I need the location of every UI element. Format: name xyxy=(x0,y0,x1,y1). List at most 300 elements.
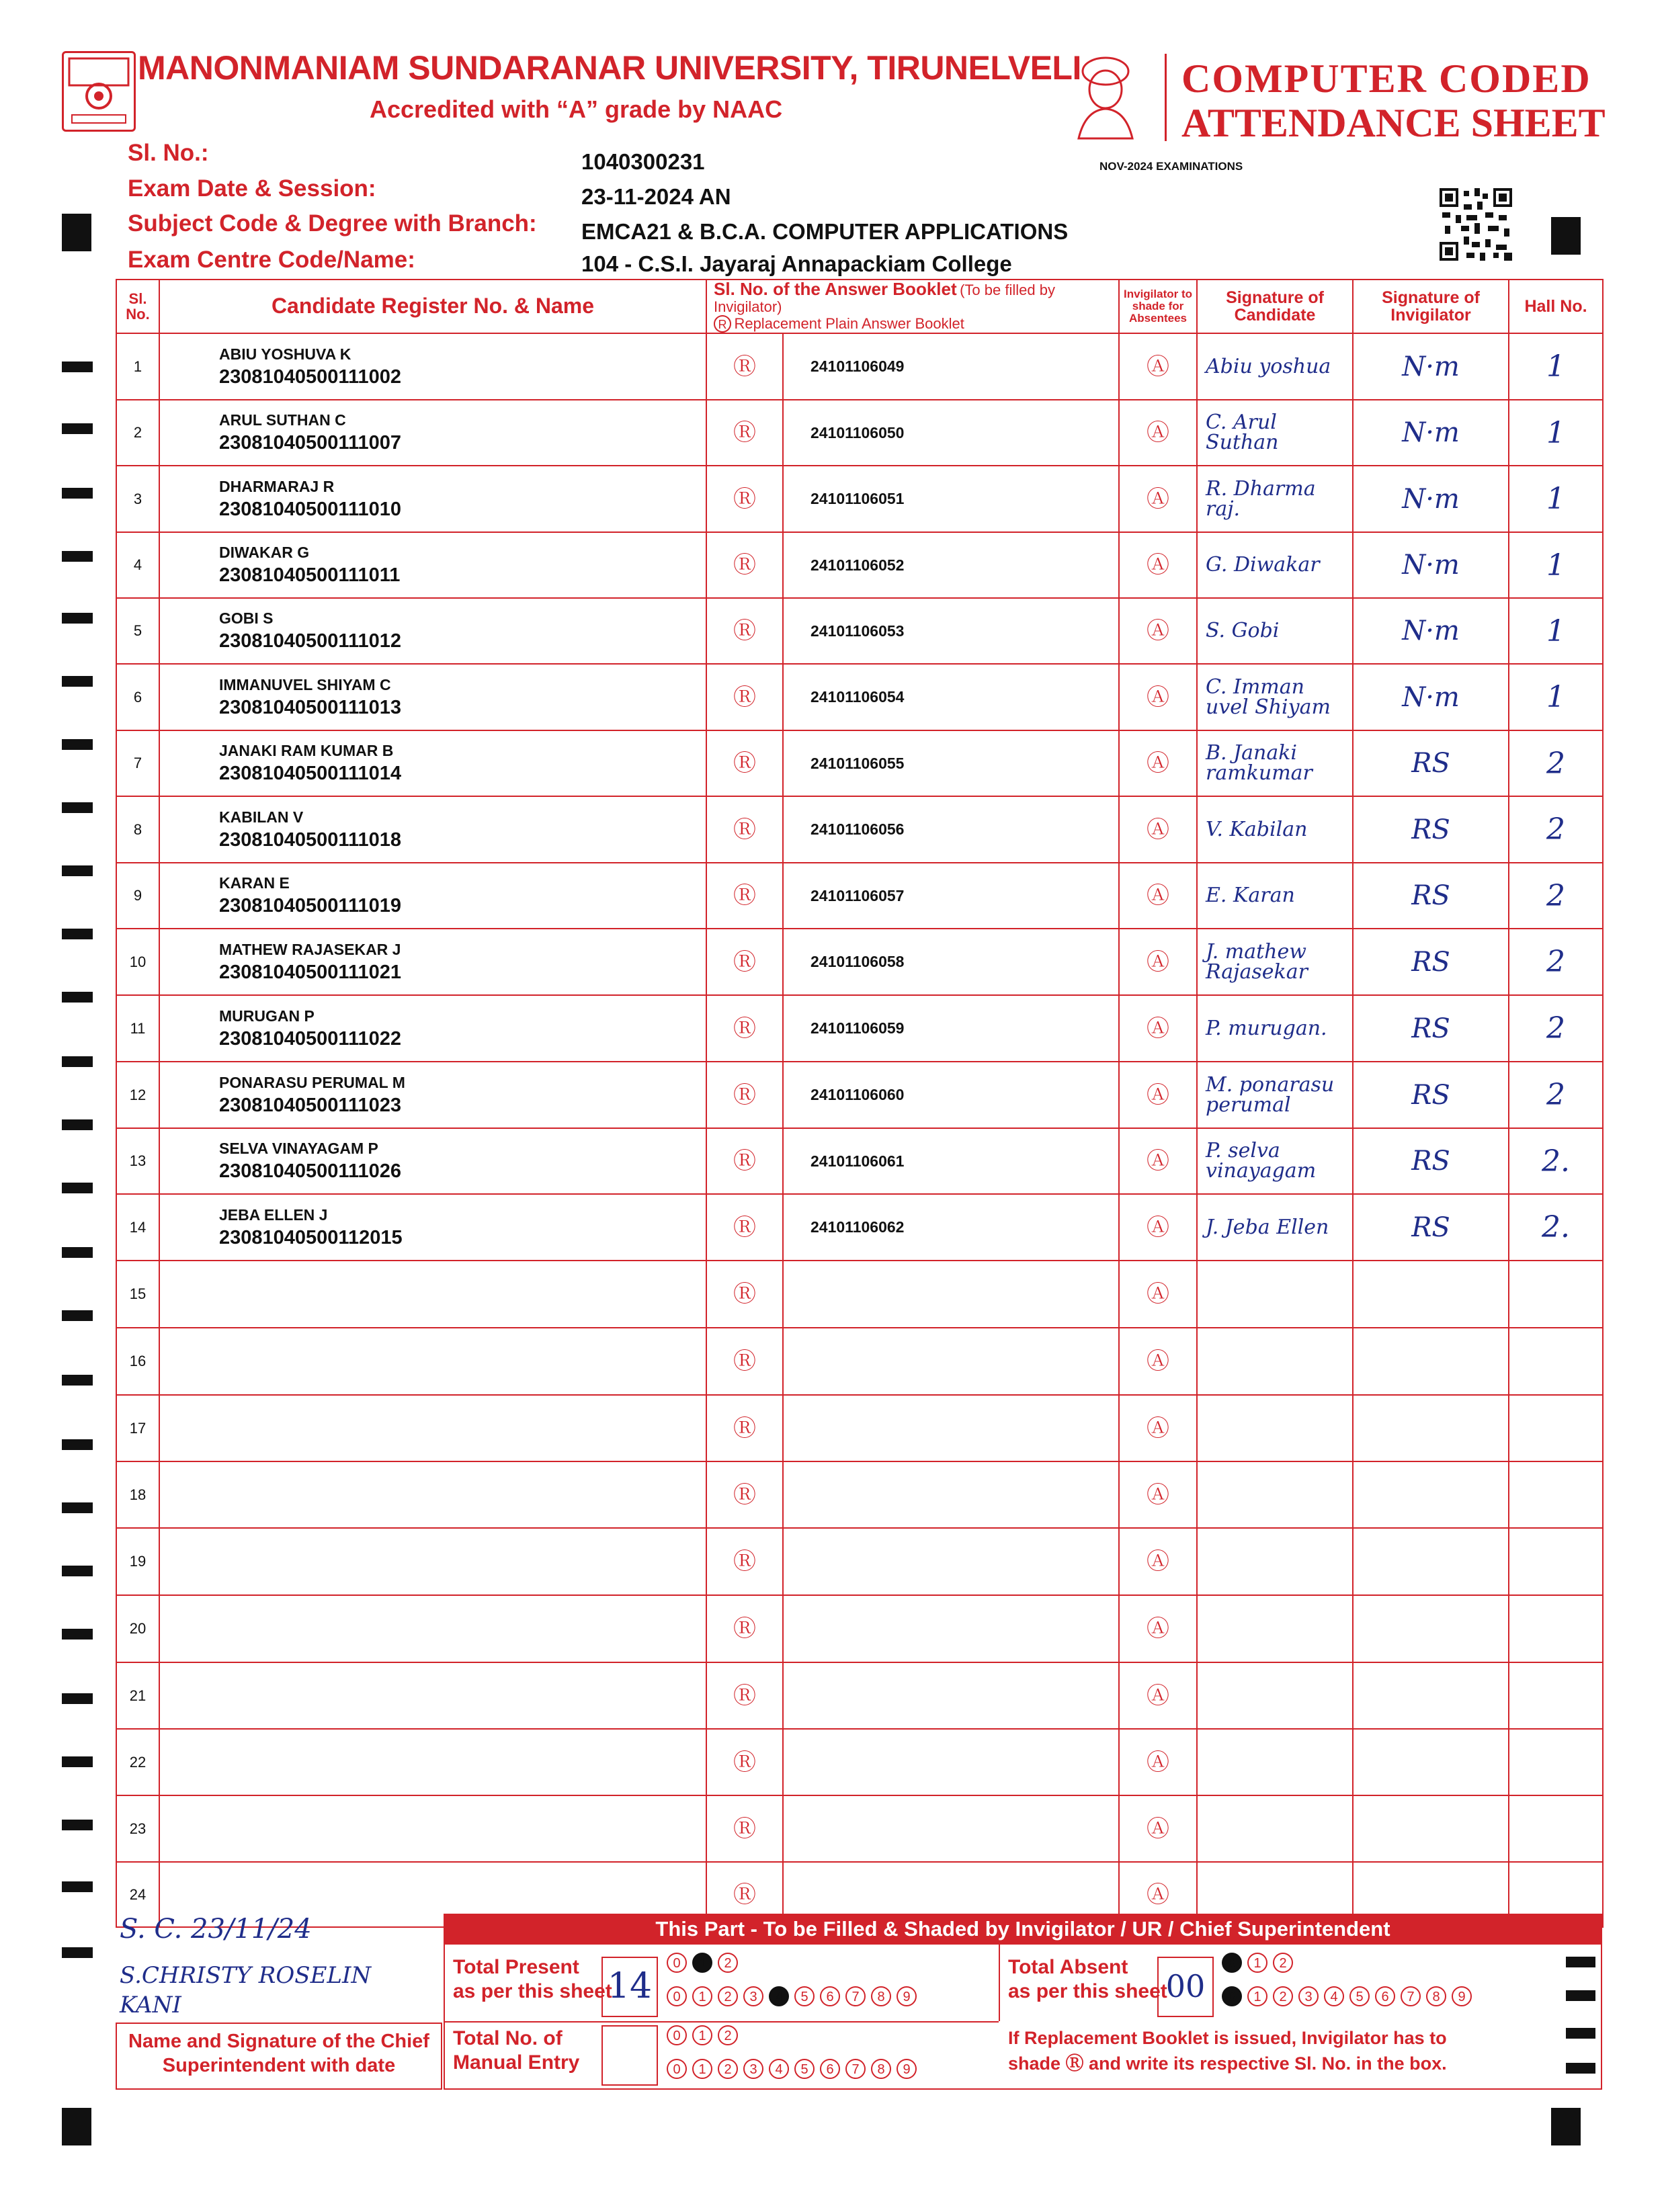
candidate-cell xyxy=(159,1729,706,1795)
table-row xyxy=(116,730,1603,796)
timing-mark xyxy=(62,1183,93,1193)
hall-no xyxy=(1509,1261,1603,1328)
absentee-bubble[interactable] xyxy=(1119,1461,1197,1528)
digit-bubble[interactable]: 8 xyxy=(871,2059,891,2079)
digit-bubble[interactable]: 1 xyxy=(692,1953,712,1973)
digit-bubble[interactable]: 1 xyxy=(692,1986,712,2006)
table-row xyxy=(116,1328,1603,1395)
replacement-bubble[interactable] xyxy=(706,1528,783,1595)
digit-bubble[interactable]: 4 xyxy=(769,2059,789,2079)
candidate-cell xyxy=(159,1461,706,1528)
r-bubble-icon[interactable]: Ⓡ xyxy=(733,1349,756,1374)
r-bubble-icon[interactable]: Ⓡ xyxy=(733,751,756,776)
replacement-bubble[interactable] xyxy=(706,929,783,995)
candidate-cell xyxy=(159,1795,706,1862)
digit-bubble[interactable]: 0 xyxy=(667,2025,687,2045)
timing-mark xyxy=(62,423,93,434)
candidate-cell xyxy=(159,730,706,796)
candidate-cell xyxy=(159,532,706,598)
candidate-name: MURUGAN P xyxy=(219,1007,315,1025)
candidate-signature: C. Imman uvel Shiyam xyxy=(1197,664,1353,730)
timing-mark xyxy=(62,1375,93,1386)
invigilator-signature xyxy=(1353,1395,1509,1461)
a-bubble-icon[interactable]: Ⓐ xyxy=(1147,552,1170,578)
candidate-signature xyxy=(1197,1795,1353,1862)
replacement-bubble[interactable] xyxy=(706,1128,783,1194)
candidate-cell xyxy=(159,1062,706,1128)
row-sl-no: 6 xyxy=(116,664,159,730)
a-bubble-icon[interactable]: Ⓐ xyxy=(1147,420,1170,445)
candidate-signature xyxy=(1197,1729,1353,1795)
manual-units-bubbles[interactable] xyxy=(667,2059,922,2079)
candidate-name: JEBA ELLEN J xyxy=(219,1205,328,1224)
replacement-bubble[interactable] xyxy=(706,466,783,532)
r-bubble-icon[interactable]: Ⓡ xyxy=(733,949,756,975)
timing-mark xyxy=(62,613,93,624)
candidate-name: MATHEW RAJASEKAR J xyxy=(219,940,401,958)
candidate-signature: C. Arul Suthan xyxy=(1197,400,1353,466)
digit-bubble[interactable]: 2 xyxy=(1273,1986,1293,2006)
digit-bubble[interactable]: 2 xyxy=(718,2059,738,2079)
absentee-bubble[interactable] xyxy=(1119,1395,1197,1461)
exam-date-label: Exam Date & Session: xyxy=(128,175,376,202)
row-sl-no: 2 xyxy=(116,400,159,466)
r-bubble-icon[interactable]: Ⓡ xyxy=(733,684,756,710)
candidate-name: SELVA VINAYAGAM P xyxy=(219,1140,378,1157)
digit-bubble[interactable]: 4 xyxy=(769,1986,789,2006)
hall-no xyxy=(1509,1795,1603,1862)
a-bubble-icon[interactable]: Ⓐ xyxy=(1147,1816,1170,1842)
row-sl-no: 17 xyxy=(116,1395,159,1461)
hall-no xyxy=(1509,1328,1603,1395)
invigilator-signature: N·m xyxy=(1353,400,1509,466)
header-signature-invigilator: Signature of Invigilator xyxy=(1353,280,1509,333)
replacement-bubble[interactable] xyxy=(706,598,783,664)
candidate-cell xyxy=(159,1194,706,1261)
digit-bubble[interactable]: 0 xyxy=(1222,1953,1242,1973)
absentee-bubble[interactable] xyxy=(1119,1595,1197,1662)
table-row xyxy=(116,796,1603,863)
invigilator-section-bar: This Part - To be Filled & Shaded by Invigilator / UR / Chief Superintendent xyxy=(444,1914,1602,1945)
row-sl-no: 20 xyxy=(116,1595,159,1662)
replacement-bubble[interactable] xyxy=(706,1595,783,1662)
booklet-no xyxy=(783,1528,1119,1595)
booklet-no: 24101106062 xyxy=(783,1194,1119,1261)
university-logo xyxy=(62,51,136,132)
invigilator-signature xyxy=(1353,1729,1509,1795)
register-no: 23081040500111023 xyxy=(219,1094,401,1116)
candidate-signature: P. selva vinayagam xyxy=(1197,1128,1353,1194)
header-candidate: Candidate Register No. & Name xyxy=(159,280,706,333)
hall-no xyxy=(1509,1595,1603,1662)
a-bubble-icon[interactable]: Ⓐ xyxy=(1147,1415,1170,1441)
replacement-bubble[interactable] xyxy=(706,1062,783,1128)
candidate-cell xyxy=(159,863,706,929)
r-bubble-icon[interactable]: Ⓡ xyxy=(733,1082,756,1108)
booklet-no: 24101106054 xyxy=(783,664,1119,730)
a-bubble-icon[interactable]: Ⓐ xyxy=(1147,751,1170,776)
absentee-bubble[interactable] xyxy=(1119,1261,1197,1328)
a-bubble-icon[interactable]: Ⓐ xyxy=(1147,816,1170,843)
table-row xyxy=(116,532,1603,598)
absentee-bubble[interactable] xyxy=(1119,532,1197,598)
table-row xyxy=(116,1595,1603,1662)
table-row xyxy=(116,1128,1603,1194)
candidate-name: KARAN E xyxy=(219,874,290,892)
digit-bubble[interactable]: 2 xyxy=(1273,1953,1293,1973)
timing-mark xyxy=(62,1629,93,1640)
table-row xyxy=(116,929,1603,995)
candidate-signature: P. murugan. xyxy=(1197,995,1353,1062)
a-bubble-icon[interactable]: Ⓐ xyxy=(1147,1082,1170,1108)
hall-no: 2 xyxy=(1509,929,1603,995)
absentee-bubble[interactable] xyxy=(1119,664,1197,730)
row-sl-no: 15 xyxy=(116,1261,159,1328)
candidate-cell xyxy=(159,1128,706,1194)
corner-mark xyxy=(62,214,91,251)
absentee-bubble[interactable] xyxy=(1119,863,1197,929)
absentee-bubble[interactable] xyxy=(1119,929,1197,995)
invigilator-signature: N·m xyxy=(1353,664,1509,730)
digit-bubble[interactable]: 4 xyxy=(1324,1986,1344,2006)
candidate-name: DHARMARAJ R xyxy=(219,477,335,495)
hall-no: 2 xyxy=(1509,1062,1603,1128)
invigilator-signature xyxy=(1353,1461,1509,1528)
absentee-bubble[interactable] xyxy=(1119,466,1197,532)
r-bubble-icon[interactable]: Ⓡ xyxy=(733,1015,756,1041)
timing-mark xyxy=(62,1947,93,1958)
row-sl-no: 14 xyxy=(116,1194,159,1261)
row-sl-no: 7 xyxy=(116,730,159,796)
invigilator-signature: RS xyxy=(1353,796,1509,863)
timing-mark xyxy=(62,551,93,562)
r-bubble-icon[interactable]: Ⓡ xyxy=(733,1549,756,1574)
invigilator-signature xyxy=(1353,1662,1509,1729)
invigilator-signature: RS xyxy=(1353,1062,1509,1128)
row-sl-no: 10 xyxy=(116,929,159,995)
digit-bubble[interactable]: 7 xyxy=(845,2059,866,2079)
row-sl-no: 23 xyxy=(116,1795,159,1862)
digit-bubble[interactable]: 0 xyxy=(667,2059,687,2079)
digit-bubble[interactable]: 9 xyxy=(897,2059,917,2079)
table-row xyxy=(116,333,1603,400)
candidate-name: PONARASU PERUMAL M xyxy=(219,1073,405,1091)
digit-bubble[interactable]: 8 xyxy=(871,1986,891,2006)
digit-bubble[interactable]: 0 xyxy=(1222,1986,1242,2006)
a-bubble-icon[interactable]: Ⓐ xyxy=(1147,486,1170,512)
candidate-cell xyxy=(159,929,706,995)
a-bubble-icon[interactable]: Ⓐ xyxy=(1147,1281,1170,1307)
invigilator-signature: N·m xyxy=(1353,598,1509,664)
replacement-bubble[interactable] xyxy=(706,863,783,929)
absent-units-bubbles[interactable] xyxy=(1222,1986,1477,2006)
digit-bubble[interactable]: 1 xyxy=(1247,1986,1267,2006)
present-units-bubbles[interactable] xyxy=(667,1986,922,2006)
timing-mark xyxy=(62,1439,93,1450)
absentee-bubble[interactable] xyxy=(1119,1062,1197,1128)
absentee-bubble[interactable] xyxy=(1119,1795,1197,1862)
timing-mark xyxy=(62,1693,93,1704)
r-bubble-icon[interactable]: Ⓡ xyxy=(733,353,756,380)
candidate-signature: G. Diwakar xyxy=(1197,532,1353,598)
r-bubble-icon[interactable]: Ⓡ xyxy=(733,1616,756,1642)
header-answer-booklet: Sl. No. of the Answer Booklet (To be filled by Invigilator) R Replacement Plain Answer Booklet xyxy=(706,280,1119,333)
absentee-bubble[interactable] xyxy=(1119,995,1197,1062)
replacement-bubble[interactable] xyxy=(706,730,783,796)
candidate-signature xyxy=(1197,1595,1353,1662)
a-bubble-icon[interactable]: Ⓐ xyxy=(1147,1148,1170,1174)
r-bubble-icon[interactable]: Ⓡ xyxy=(733,1281,756,1307)
table-row xyxy=(116,466,1603,532)
header-signature-candidate: Signature of Candidate xyxy=(1197,280,1353,333)
total-present-box: 14 xyxy=(601,1957,658,2017)
a-bubble-icon[interactable]: Ⓐ xyxy=(1147,1214,1170,1240)
r-bubble-icon[interactable]: Ⓡ xyxy=(733,1683,756,1709)
a-bubble-icon[interactable]: Ⓐ xyxy=(1147,883,1170,908)
row-sl-no: 13 xyxy=(116,1128,159,1194)
row-sl-no: 21 xyxy=(116,1662,159,1729)
replacement-bubble[interactable] xyxy=(706,1662,783,1729)
timing-mark xyxy=(62,1881,93,1892)
replacement-bubble[interactable] xyxy=(706,995,783,1062)
a-bubble-icon[interactable]: Ⓐ xyxy=(1147,1881,1170,1908)
a-bubble-icon[interactable]: Ⓐ xyxy=(1147,1616,1170,1642)
digit-bubble[interactable]: 7 xyxy=(1401,1986,1421,2006)
invigilator-signature: RS xyxy=(1353,1194,1509,1261)
r-bubble-icon[interactable]: Ⓡ xyxy=(733,1816,756,1842)
invigilator-signature xyxy=(1353,1528,1509,1595)
timing-mark xyxy=(62,1247,93,1258)
hall-no: 2. xyxy=(1509,1194,1603,1261)
digit-bubble[interactable]: 0 xyxy=(667,1986,687,2006)
candidate-signature: E. Karan xyxy=(1197,863,1353,929)
absentee-bubble[interactable] xyxy=(1119,796,1197,863)
sl-no-label: Sl. No.: xyxy=(128,140,209,166)
digit-bubble[interactable]: 9 xyxy=(897,1986,917,2006)
r-bubble-icon[interactable]: Ⓡ xyxy=(733,816,756,843)
table-row xyxy=(116,1395,1603,1461)
digit-bubble[interactable]: 5 xyxy=(794,1986,815,2006)
digit-bubble[interactable]: 0 xyxy=(667,1953,687,1973)
digit-bubble[interactable]: 2 xyxy=(718,1986,738,2006)
table-row xyxy=(116,1662,1603,1729)
hall-no xyxy=(1509,1528,1603,1595)
candidate-name: IMMANUVEL SHIYAM C xyxy=(219,675,391,693)
hall-no: 1 xyxy=(1509,664,1603,730)
table-row xyxy=(116,1795,1603,1862)
manual-entry-box[interactable] xyxy=(601,2025,658,2086)
r-bubble-icon[interactable]: Ⓡ xyxy=(733,883,756,908)
total-present-label: Total Present as per this sheet xyxy=(453,1956,612,2002)
register-no: 23081040500111021 xyxy=(219,961,401,983)
r-bubble-icon[interactable]: Ⓡ xyxy=(733,1415,756,1441)
digit-bubble[interactable]: 9 xyxy=(1452,1986,1472,2006)
replacement-note: If Replacement Booklet is issued, Invigilator has to shade Ⓡ and write its respective Sl. No. in the box. xyxy=(1008,2028,1447,2074)
a-bubble-icon[interactable]: Ⓐ xyxy=(1147,1349,1170,1374)
digit-bubble[interactable]: 5 xyxy=(1349,1986,1370,2006)
table-row xyxy=(116,664,1603,730)
booklet-no xyxy=(783,1261,1119,1328)
replacement-bubble[interactable] xyxy=(706,1328,783,1395)
absentee-bubble[interactable] xyxy=(1119,1662,1197,1729)
candidate-name: ABIU YOSHUVA K xyxy=(219,345,351,363)
digit-bubble[interactable]: 3 xyxy=(1298,1986,1319,2006)
digit-bubble[interactable]: 5 xyxy=(794,2059,815,2079)
hall-no: 2. xyxy=(1509,1128,1603,1194)
replacement-bubble[interactable] xyxy=(706,1795,783,1862)
r-bubble-icon[interactable]: Ⓡ xyxy=(733,1148,756,1174)
r-bubble-icon[interactable]: Ⓡ xyxy=(733,1749,756,1775)
chief-label: Name and Signature of the Chief Superintendent with date xyxy=(128,2031,429,2076)
candidate-cell xyxy=(159,1261,706,1328)
timing-mark xyxy=(62,1820,93,1830)
register-no: 23081040500111018 xyxy=(219,828,401,851)
total-absent-label: Total Absent as per this sheet xyxy=(1008,1956,1167,2002)
a-bubble-icon[interactable]: Ⓐ xyxy=(1147,353,1170,380)
table-row xyxy=(116,1528,1603,1595)
timing-mark xyxy=(62,1756,93,1767)
replacement-bubble[interactable] xyxy=(706,532,783,598)
total-absent-box: 00 xyxy=(1157,1957,1214,2017)
register-no: 23081040500111019 xyxy=(219,895,401,917)
absentee-bubble[interactable] xyxy=(1119,598,1197,664)
a-bubble-icon[interactable]: Ⓐ xyxy=(1147,1549,1170,1574)
hall-no: 2 xyxy=(1509,863,1603,929)
candidate-cell xyxy=(159,664,706,730)
a-bubble-icon[interactable]: Ⓐ xyxy=(1147,1683,1170,1709)
digit-bubble[interactable]: 6 xyxy=(1375,1986,1395,2006)
digit-bubble[interactable]: 6 xyxy=(820,1986,840,2006)
candidate-signature: J. mathew Rajasekar xyxy=(1197,929,1353,995)
candidate-signature: V. Kabilan xyxy=(1197,796,1353,863)
digit-bubble[interactable]: 2 xyxy=(718,2025,738,2045)
r-bubble-icon[interactable]: Ⓡ xyxy=(733,552,756,578)
timing-mark xyxy=(62,1310,93,1321)
timing-mark xyxy=(62,1566,93,1576)
r-bubble-icon[interactable]: Ⓡ xyxy=(733,1214,756,1240)
present-tens-bubbles[interactable] xyxy=(667,1953,743,1973)
booklet-no: 24101106049 xyxy=(783,333,1119,400)
register-no: 23081040500111002 xyxy=(219,366,401,388)
centre-value: 104 - C.S.I. Jayaraj Annapackiam College xyxy=(581,251,1012,276)
r-bubble-icon[interactable]: Ⓡ xyxy=(733,1881,756,1908)
corner-mark xyxy=(1551,217,1581,255)
subject-value: EMCA21 & B.C.A. COMPUTER APPLICATIONS xyxy=(581,219,1069,244)
absentee-bubble[interactable] xyxy=(1119,400,1197,466)
candidate-name: GOBI S xyxy=(219,609,274,627)
booklet-no: 24101106055 xyxy=(783,730,1119,796)
digit-bubble[interactable]: 1 xyxy=(1247,1953,1267,1973)
invigilator-signature xyxy=(1353,1595,1509,1662)
row-sl-no: 1 xyxy=(116,333,159,400)
digit-bubble[interactable]: 3 xyxy=(743,2059,763,2079)
register-no: 23081040500111014 xyxy=(219,763,401,784)
replacement-bubble[interactable] xyxy=(706,664,783,730)
hall-no xyxy=(1509,1461,1603,1528)
a-bubble-icon[interactable]: Ⓐ xyxy=(1147,618,1170,644)
absentee-bubble[interactable] xyxy=(1119,1328,1197,1395)
candidate-cell xyxy=(159,598,706,664)
digit-bubble[interactable]: 2 xyxy=(718,1953,738,1973)
r-bubble-icon[interactable]: Ⓡ xyxy=(733,486,756,512)
a-bubble-icon[interactable]: Ⓐ xyxy=(1147,949,1170,975)
booklet-no: 24101106050 xyxy=(783,400,1119,466)
header-hall-no: Hall No. xyxy=(1509,280,1603,333)
table-row xyxy=(116,1194,1603,1261)
header-divider xyxy=(1165,54,1167,141)
row-sl-no: 22 xyxy=(116,1729,159,1795)
booklet-no: 24101106056 xyxy=(783,796,1119,863)
replacement-bubble[interactable] xyxy=(706,333,783,400)
absentee-bubble[interactable] xyxy=(1119,333,1197,400)
a-bubble-icon[interactable]: Ⓐ xyxy=(1147,1015,1170,1041)
candidate-name: JANAKI RAM KUMAR B xyxy=(219,742,394,759)
a-bubble-icon[interactable]: Ⓐ xyxy=(1147,1749,1170,1775)
table-row xyxy=(116,1261,1603,1328)
row-sl-no: 3 xyxy=(116,466,159,532)
absentee-bubble[interactable] xyxy=(1119,1729,1197,1795)
timing-mark xyxy=(62,676,93,687)
attendance-table xyxy=(116,279,1604,1928)
digit-bubble[interactable]: 8 xyxy=(1426,1986,1446,2006)
digit-bubble[interactable]: 6 xyxy=(820,2059,840,2079)
row-sl-no: 19 xyxy=(116,1528,159,1595)
absent-tens-bubbles[interactable] xyxy=(1222,1953,1298,1973)
hall-no: 1 xyxy=(1509,466,1603,532)
candidate-signature xyxy=(1197,1261,1353,1328)
register-no: 23081040500112015 xyxy=(219,1226,403,1248)
absentee-bubble[interactable] xyxy=(1119,730,1197,796)
table-row xyxy=(116,1062,1603,1128)
candidate-cell xyxy=(159,466,706,532)
booklet-no xyxy=(783,1795,1119,1862)
replacement-bubble[interactable] xyxy=(706,400,783,466)
r-bubble-icon[interactable]: Ⓡ xyxy=(733,1482,756,1508)
register-no: 23081040500111022 xyxy=(219,1027,401,1050)
invigilator-signature: RS xyxy=(1353,995,1509,1062)
booklet-no: 24101106057 xyxy=(783,863,1119,929)
absentee-bubble[interactable] xyxy=(1119,1194,1197,1261)
row-sl-no: 9 xyxy=(116,863,159,929)
replacement-bubble[interactable] xyxy=(706,1729,783,1795)
absentee-bubble[interactable] xyxy=(1119,1528,1197,1595)
candidate-signature xyxy=(1197,1328,1353,1395)
a-bubble-icon[interactable]: Ⓐ xyxy=(1147,1482,1170,1508)
digit-bubble[interactable]: 1 xyxy=(692,2025,712,2045)
r-bubble-icon[interactable]: Ⓡ xyxy=(733,618,756,644)
absentee-bubble[interactable] xyxy=(1119,1128,1197,1194)
replacement-bubble[interactable] xyxy=(706,796,783,863)
candidate-cell xyxy=(159,1595,706,1662)
table-row xyxy=(116,1461,1603,1528)
digit-bubble[interactable]: 3 xyxy=(743,1986,763,2006)
invigilator-signature xyxy=(1353,1795,1509,1862)
booklet-no: 24101106052 xyxy=(783,532,1119,598)
replacement-bubble[interactable] xyxy=(706,1194,783,1261)
digit-bubble[interactable]: 1 xyxy=(692,2059,712,2079)
digit-bubble[interactable]: 7 xyxy=(845,1986,866,2006)
replacement-bubble[interactable] xyxy=(706,1395,783,1461)
r-bubble-icon[interactable]: Ⓡ xyxy=(733,420,756,445)
table-row xyxy=(116,863,1603,929)
invigilator-signature: N·m xyxy=(1353,532,1509,598)
replacement-bubble[interactable] xyxy=(706,1461,783,1528)
a-bubble-icon[interactable]: Ⓐ xyxy=(1147,684,1170,710)
chief-signature: S. C. 23/11/24 xyxy=(120,1914,312,1945)
manual-tens-bubbles[interactable] xyxy=(667,2025,743,2045)
replacement-bubble[interactable] xyxy=(706,1261,783,1328)
subject-label: Subject Code & Degree with Branch: xyxy=(128,210,537,237)
